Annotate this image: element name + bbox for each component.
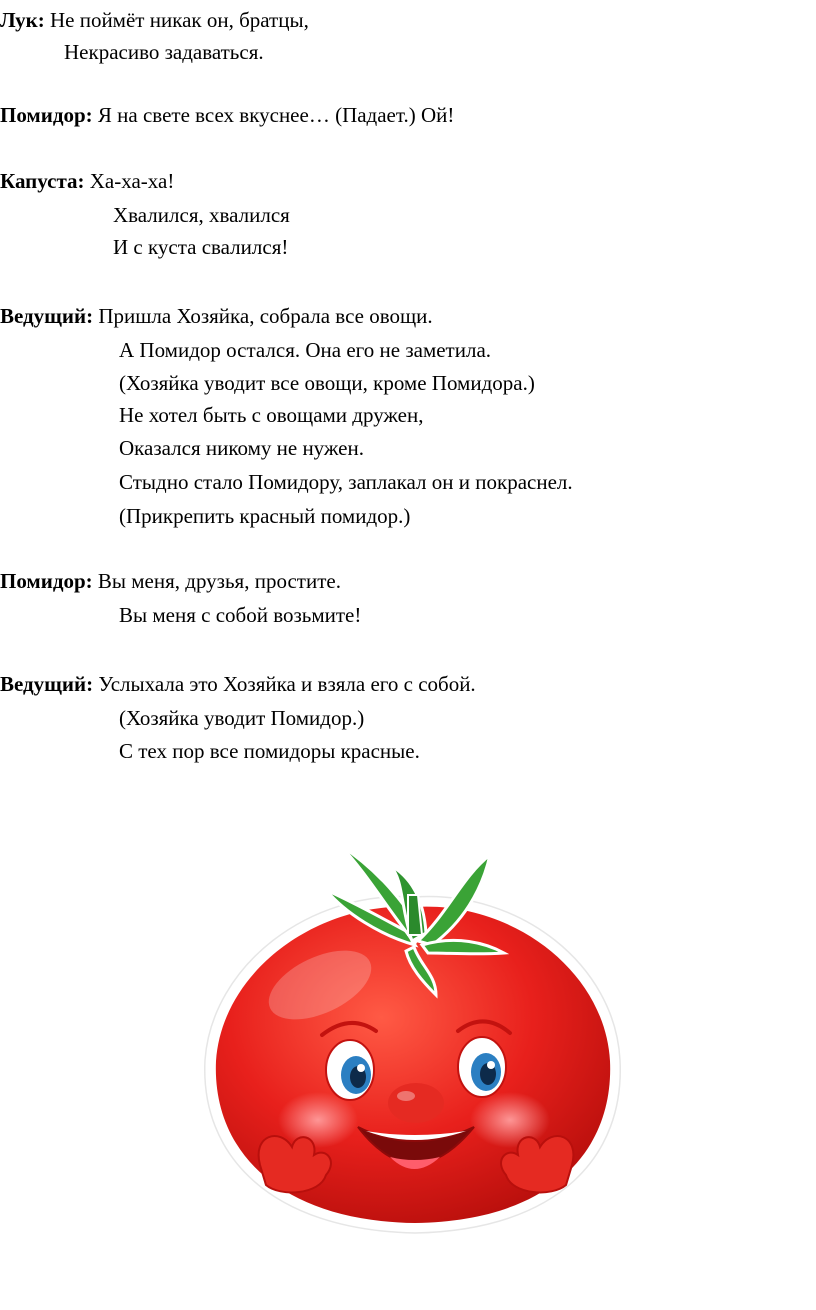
dialogue-text: Оказался никому не нужен. — [119, 436, 364, 460]
dialogue-text: (Хозяйка уводит Помидор.) — [119, 706, 365, 730]
dialogue-text: С тех пор все помидоры красные. — [119, 739, 420, 763]
dialogue-text: Вы меня с собой возьмите! — [119, 603, 362, 627]
script-line — [0, 302, 433, 330]
right-cheek — [470, 1092, 550, 1148]
dialogue-text: А Помидор остался. Она его не заметила. — [119, 338, 492, 362]
speaker-name: Помидор: — [0, 103, 93, 127]
speaker-name: Ведущий: — [0, 304, 94, 328]
nose — [388, 1083, 444, 1123]
dialogue-text: Некрасиво задаваться. — [64, 40, 264, 64]
dialogue-text: Пришла Хозяйка, собрала все овощи. — [98, 304, 433, 328]
dialogue-text: Не хотел быть с овощами дружен, — [119, 403, 424, 427]
dialogue-text: (Хозяйка уводит все овощи, кроме Помидора.) — [119, 371, 535, 395]
dialogue-text: Стыдно стало Помидору, заплакал он и покраснел. — [119, 470, 573, 494]
script-line — [0, 670, 476, 698]
right-eye — [458, 1037, 506, 1097]
script-line — [0, 167, 174, 195]
script-line — [0, 6, 309, 34]
dialogue-text: Вы меня, друзья, простите. — [97, 569, 341, 593]
dialogue-text: И с куста свалился! — [113, 235, 289, 259]
speaker-name: Лук: — [0, 8, 45, 32]
dialogue-text: (Прикрепить красный помидор.) — [119, 504, 411, 528]
dialogue-text: Услыхала это Хозяйка и взяла его с собой. — [98, 672, 476, 696]
dialogue-text: Не поймёт никак он, братцы, — [49, 8, 309, 32]
tomato-illustration — [200, 835, 630, 1235]
script-line — [0, 567, 341, 595]
speaker-name: Помидор: — [0, 569, 93, 593]
speaker-name: Ведущий: — [0, 672, 94, 696]
left-eye — [326, 1040, 374, 1100]
speaker-name: Капуста: — [0, 169, 85, 193]
dialogue-text: Я на свете всех вкуснее… (Падает.) Ой! — [97, 103, 455, 127]
dialogue-text: Ха-ха-ха! — [89, 169, 175, 193]
dialogue-text: Хвалился, хвалился — [113, 203, 290, 227]
script-line — [0, 101, 454, 129]
